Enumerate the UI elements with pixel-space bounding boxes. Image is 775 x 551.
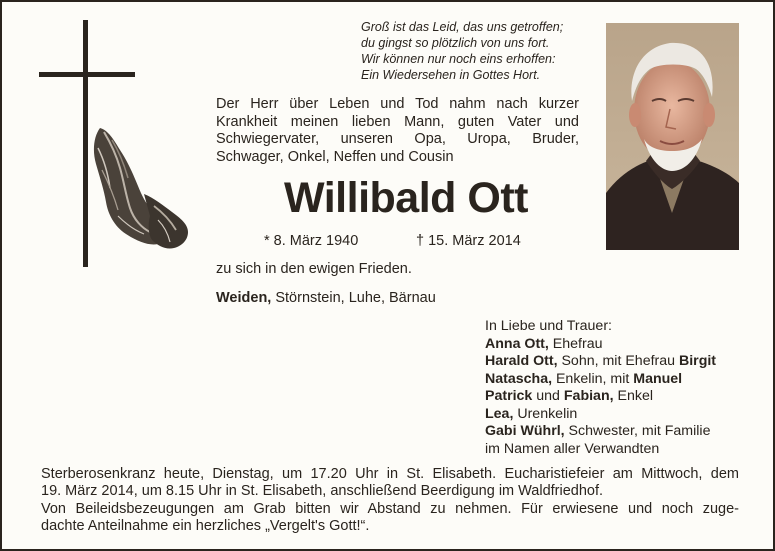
footer-line: Von Beileidsbezeugungen am Grab bitten wir Abstand zu nehmen. Für erwiesene und noch zuge- [41,500,739,517]
cross-icon-horizontal-beam [39,72,135,77]
mourner-line [485,353,745,371]
mourner-line [485,371,745,389]
mourners-heading: In Liebe und Trauer: [485,318,612,334]
death-date: † 15. März 2014 [416,233,521,249]
intro-line: Schwiegervater, unseren Opa, Uropa, Bruder, [216,131,579,147]
mourner-name: Patrick [485,388,533,404]
mourner-name-extra: Birgit [678,353,717,369]
mourner-name-extra: Manuel [633,370,683,387]
praying-hands-icon [88,120,192,254]
mourners-closing: im Namen aller Verwandten [485,440,660,457]
peace-text: zu sich in den ewigen Frieden. [216,261,412,277]
mourner-line [485,388,745,406]
poem-line: du gingst so plötzlich von uns fort. [361,36,550,50]
mourner-name: Lea, [485,405,514,422]
intro-line: Der Herr über Leben und Tod nahm nach kurzer [216,96,579,112]
footer-line: Sterberosenkranz heute, Dienstag, um 17.20 Uhr in St. Elisabeth. Eucharistiefeier am Mittwoch, dem [41,466,739,482]
footer-line: dachte Anteilnahme ein herzliches „Vergelt's Gott!“. [41,517,370,534]
places-line [216,290,436,306]
mourner-name: Harald Ott, [485,353,558,369]
mourner-relation: Schwester, mit Familie [564,423,711,439]
mourner-name: Gabi Wührl, [485,423,565,439]
mourners-list [485,318,745,458]
mourner-name-extra: Fabian, [563,388,614,404]
deceased-name: Willibald Ott [284,174,528,222]
mourner-line [485,423,745,441]
footer-line: 19. März 2014, um 8.15 Uhr in St. Elisabeth, anschließend Beerdigung im Waldfriedhof. [41,483,604,500]
mourner-line [485,336,745,354]
poem-line: Groß ist das Leid, das uns getroffen; [361,20,564,34]
portrait-photo [606,23,739,250]
poem-verse [361,19,596,83]
mourner-name: Anna Ott, [485,335,549,352]
mourner-relation: Enkelin, mit [552,370,634,387]
birth-date: * 8. März 1940 [264,233,359,249]
mourner-relation: und [532,388,564,404]
intro-line: Krankheit meinen lieben Mann, guten Vater und [216,113,579,130]
mourner-relation: Sohn, mit Ehefrau [557,353,679,369]
places-other: Störnstein, Luhe, Bärnau [271,290,436,306]
mourner-relation: Ehefrau [548,335,603,352]
service-details-paragraph [41,466,739,535]
mourner-relation: Urenkelin [513,405,578,422]
poem-line: Ein Wiedersehen in Gottes Hort. [361,68,541,82]
poem-line: Wir können nur noch eins erhoffen: [361,52,556,66]
mourner-name: Natascha, [485,370,553,387]
place-primary: Weiden, [216,290,272,306]
mourner-relation-extra: Enkel [613,388,653,404]
intro-paragraph [216,96,579,166]
mourner-line [485,406,745,424]
intro-line: Schwager, Onkel, Neffen und Cousin [216,148,454,165]
